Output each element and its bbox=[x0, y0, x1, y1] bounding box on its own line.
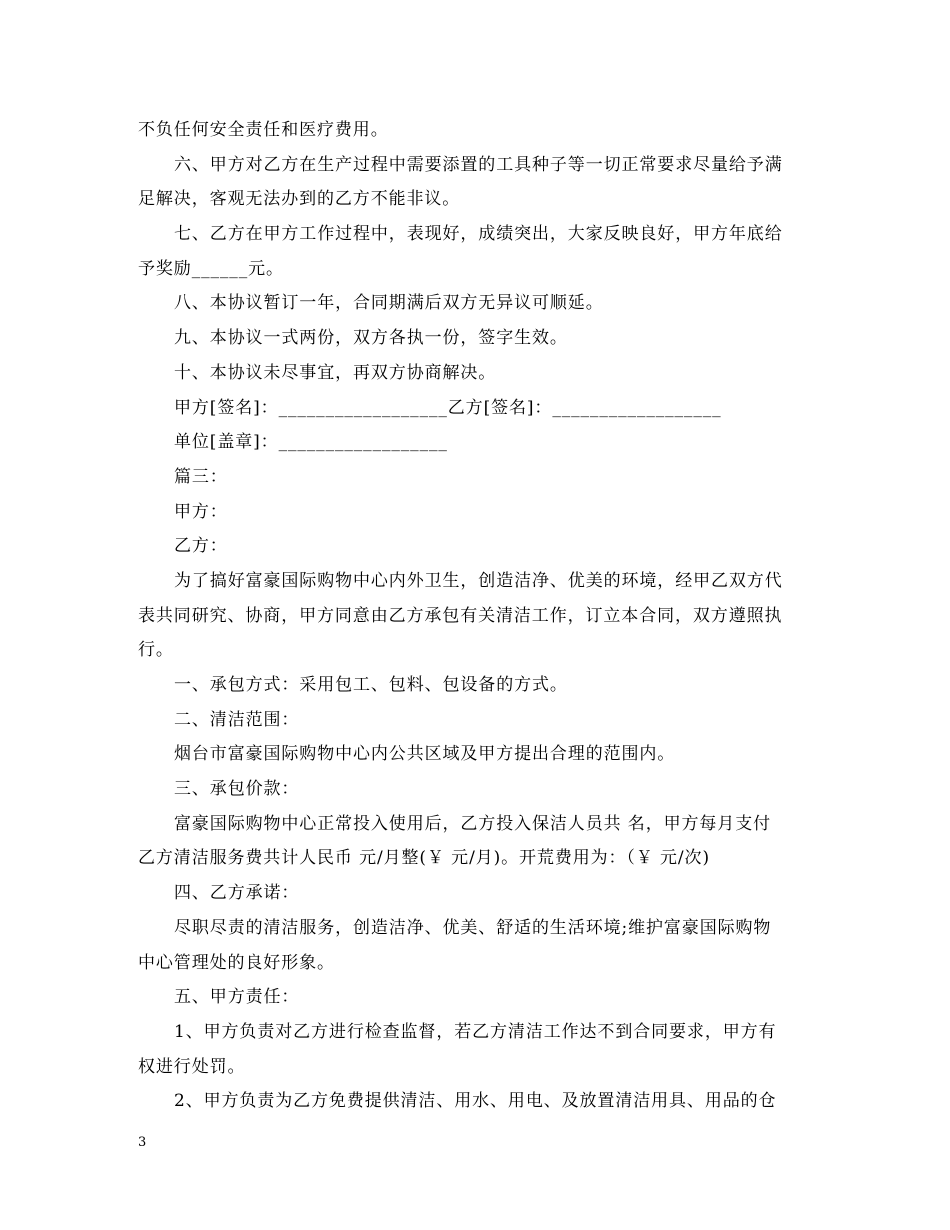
text-line: 权进行处罚。 bbox=[138, 1056, 246, 1077]
clause-heading: 三、承包价款： bbox=[174, 779, 300, 800]
clause-heading: 五、甲方责任： bbox=[174, 987, 300, 1008]
text-line: 中心管理处的良好形象。 bbox=[138, 952, 335, 973]
text-line: 尽职尽责的清洁服务，创造洁净、优美、舒适的生活环境;维护富豪国际购物 bbox=[174, 917, 772, 938]
text-line: 2、甲方负责为乙方免费提供清洁、用水、用电、及放置清洁用具、用品的仓 bbox=[174, 1091, 777, 1112]
text-line: 十、本协议未尽事宜，再双方协商解决。 bbox=[174, 362, 497, 383]
clause-heading: 二、清洁范围： bbox=[174, 709, 300, 730]
text-line: 行。 bbox=[138, 640, 174, 661]
text-line: 六、甲方对乙方在生产过程中需要添置的工具种子等一切正常要求尽量给予满 bbox=[174, 154, 783, 175]
text-line: 八、本协议暂订一年，合同期满后双方无异议可顺延。 bbox=[174, 293, 604, 314]
section-heading: 篇三： bbox=[174, 466, 228, 487]
text-line: 烟台市富豪国际购物中心内公共区域及甲方提出合理的范围内。 bbox=[174, 744, 676, 765]
signature-line: 甲方[签名]：__________________乙方[签名]：__________________ bbox=[174, 397, 722, 418]
party-b-label: 乙方： bbox=[174, 536, 228, 557]
text-line: 足解决，客观无法办到的乙方不能非议。 bbox=[138, 189, 461, 210]
clause-heading: 一、承包方式：采用包工、包料、包设备的方式。 bbox=[174, 675, 568, 695]
seal-line: 单位[盖章]：__________________ bbox=[174, 432, 448, 453]
clause-heading: 四、乙方承诺： bbox=[174, 883, 300, 904]
text-line: 九、本协议一式两份，双方各执一份，签字生效。 bbox=[174, 328, 568, 349]
page-number: 3 bbox=[138, 1135, 147, 1150]
text-line: 予奖励______元。 bbox=[138, 258, 284, 279]
text-line: 为了搞好富豪国际购物中心内外卫生，创造洁净、优美的环境，经甲乙双方代 bbox=[174, 570, 783, 591]
document-body bbox=[138, 113, 818, 1119]
text-line: 富豪国际购物中心正常投入使用后，乙方投入保洁人员共 名，甲方每月支付 bbox=[174, 813, 772, 834]
party-a-label: 甲方： bbox=[174, 501, 228, 522]
text-line: 表共同研究、协商，甲方同意由乙方承包有关清洁工作，订立本合同，双方遵照执 bbox=[138, 605, 783, 626]
text-line: 1、甲方负责对乙方进行检查监督，若乙方清洁工作达不到合同要求，甲方有 bbox=[174, 1021, 777, 1042]
text-line: 乙方清洁服务费共计人民币 元/月整(￥ 元/月)。开荒费用为：（￥ 元/次) bbox=[138, 848, 710, 869]
text-line: 不负任何安全责任和医疗费用。 bbox=[138, 120, 389, 140]
text-line: 七、乙方在甲方工作过程中，表现好，成绩突出，大家反映良好，甲方年底给 bbox=[174, 224, 783, 245]
